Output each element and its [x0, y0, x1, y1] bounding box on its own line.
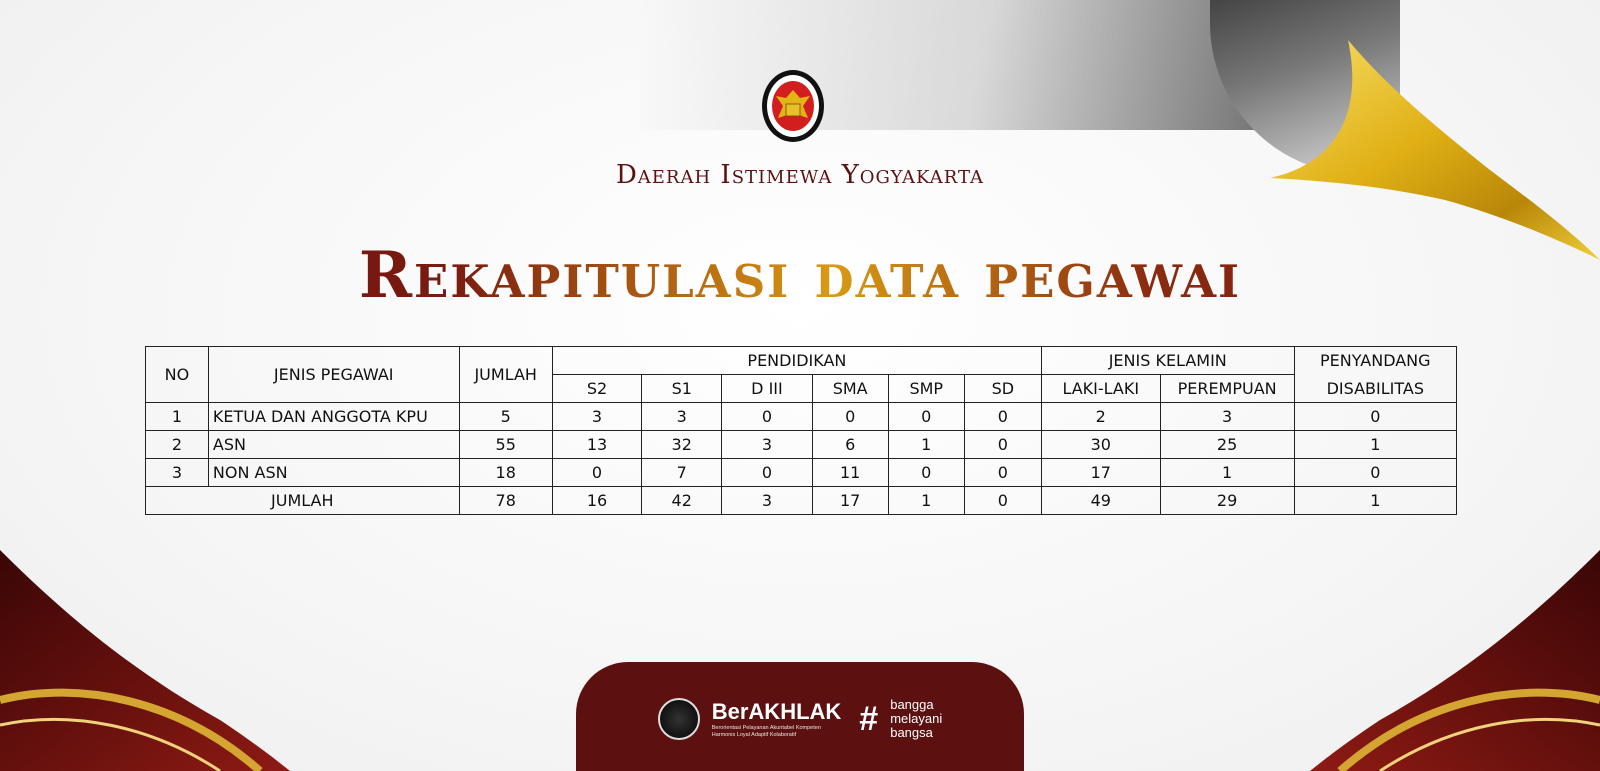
total-disabilitas: 1	[1294, 487, 1456, 515]
header-jenis-kelamin: JENIS KELAMIN	[1041, 347, 1294, 375]
footer-logos	[576, 698, 1024, 740]
cell-perempuan: 25	[1160, 431, 1294, 459]
region-name: Daerah Istimewa Yogyakarta	[615, 160, 985, 190]
cell-sma: 0	[812, 403, 888, 431]
cell-s2: 0	[552, 459, 641, 487]
cell-sd: 0	[964, 403, 1041, 431]
cell-sma: 11	[812, 459, 888, 487]
emblem-seal-icon	[658, 698, 700, 740]
cell-jumlah: 55	[459, 431, 552, 459]
header-smp: SMP	[888, 375, 964, 403]
cell-no: 3	[146, 459, 209, 487]
cell-jenis: ASN	[208, 431, 459, 459]
table-row	[146, 459, 1457, 487]
cell-s1: 7	[642, 459, 722, 487]
header-sma: SMA	[812, 375, 888, 403]
total-smp: 1	[888, 487, 964, 515]
cell-d3: 0	[722, 403, 812, 431]
header-disabilitas: DISABILITAS	[1294, 375, 1456, 403]
berakhlak-text: BerAKHLAK	[711, 699, 842, 724]
header-s2: S2	[552, 375, 641, 403]
header-laki-laki: LAKI-LAKI	[1041, 375, 1160, 403]
total-perempuan: 29	[1160, 487, 1294, 515]
total-s1: 42	[642, 487, 722, 515]
header-no: NO	[146, 347, 209, 403]
cell-jenis: KETUA DAN ANGGOTA KPU	[208, 403, 459, 431]
cell-sd: 0	[964, 459, 1041, 487]
header-jumlah: JUMLAH	[459, 347, 552, 403]
cell-disabilitas: 0	[1294, 459, 1456, 487]
table-total-row	[146, 487, 1457, 515]
cell-disabilitas: 1	[1294, 431, 1456, 459]
table-header-row	[146, 347, 1457, 375]
total-sma: 17	[812, 487, 888, 515]
header-pendidikan: PENDIDIKAN	[552, 347, 1041, 375]
cell-perempuan: 3	[1160, 403, 1294, 431]
cell-s2: 3	[552, 403, 641, 431]
bangga-line-1: bangga	[890, 697, 934, 712]
cell-d3: 0	[722, 459, 812, 487]
bangga-melayani-bangsa-logo	[890, 698, 942, 740]
total-sd: 0	[964, 487, 1041, 515]
total-d3: 3	[722, 487, 812, 515]
employee-recap-table	[145, 346, 1457, 515]
cell-jumlah: 5	[459, 403, 552, 431]
corner-decoration-right	[1310, 550, 1600, 771]
cell-jumlah: 18	[459, 459, 552, 487]
total-laki: 49	[1041, 487, 1160, 515]
cell-s2: 13	[552, 431, 641, 459]
table-row	[146, 431, 1457, 459]
bangga-line-3: bangsa	[890, 725, 933, 740]
cell-s1: 3	[642, 403, 722, 431]
header-jenis-pegawai: JENIS PEGAWAI	[208, 347, 459, 403]
hashtag-icon: #	[859, 699, 879, 738]
total-label: JUMLAH	[146, 487, 460, 515]
cell-laki: 2	[1041, 403, 1160, 431]
gold-curl-decoration	[1270, 0, 1600, 270]
page-title: Rekapitulasi data pegawai	[0, 238, 1600, 313]
header-sd: SD	[964, 375, 1041, 403]
cell-perempuan: 1	[1160, 459, 1294, 487]
berakhlak-logo	[712, 699, 842, 739]
cell-sd: 0	[964, 431, 1041, 459]
cell-s1: 32	[642, 431, 722, 459]
cell-jenis: NON ASN	[208, 459, 459, 487]
cell-smp: 1	[888, 431, 964, 459]
cell-no: 2	[146, 431, 209, 459]
header-d3: D III	[722, 375, 812, 403]
corner-decoration-left	[0, 550, 290, 771]
cell-disabilitas: 0	[1294, 403, 1456, 431]
cell-laki: 17	[1041, 459, 1160, 487]
table-row	[146, 403, 1457, 431]
total-s2: 16	[552, 487, 641, 515]
footer-band	[576, 662, 1024, 771]
cell-sma: 6	[812, 431, 888, 459]
berakhlak-tagline: Berorientasi Pelayanan Akuntabel Kompeten Harmonis Loyal Adaptif Kolaboratif	[711, 725, 821, 738]
total-jumlah: 78	[459, 487, 552, 515]
cell-smp: 0	[888, 403, 964, 431]
bangga-line-2: melayani	[890, 711, 943, 726]
header-perempuan: PEREMPUAN	[1160, 375, 1294, 403]
kpu-logo	[760, 68, 826, 144]
header-penyandang: PENYANDANG	[1294, 347, 1456, 375]
header-s1: S1	[642, 375, 722, 403]
cell-no: 1	[146, 403, 209, 431]
cell-laki: 30	[1041, 431, 1160, 459]
cell-d3: 3	[722, 431, 812, 459]
cell-smp: 0	[888, 459, 964, 487]
